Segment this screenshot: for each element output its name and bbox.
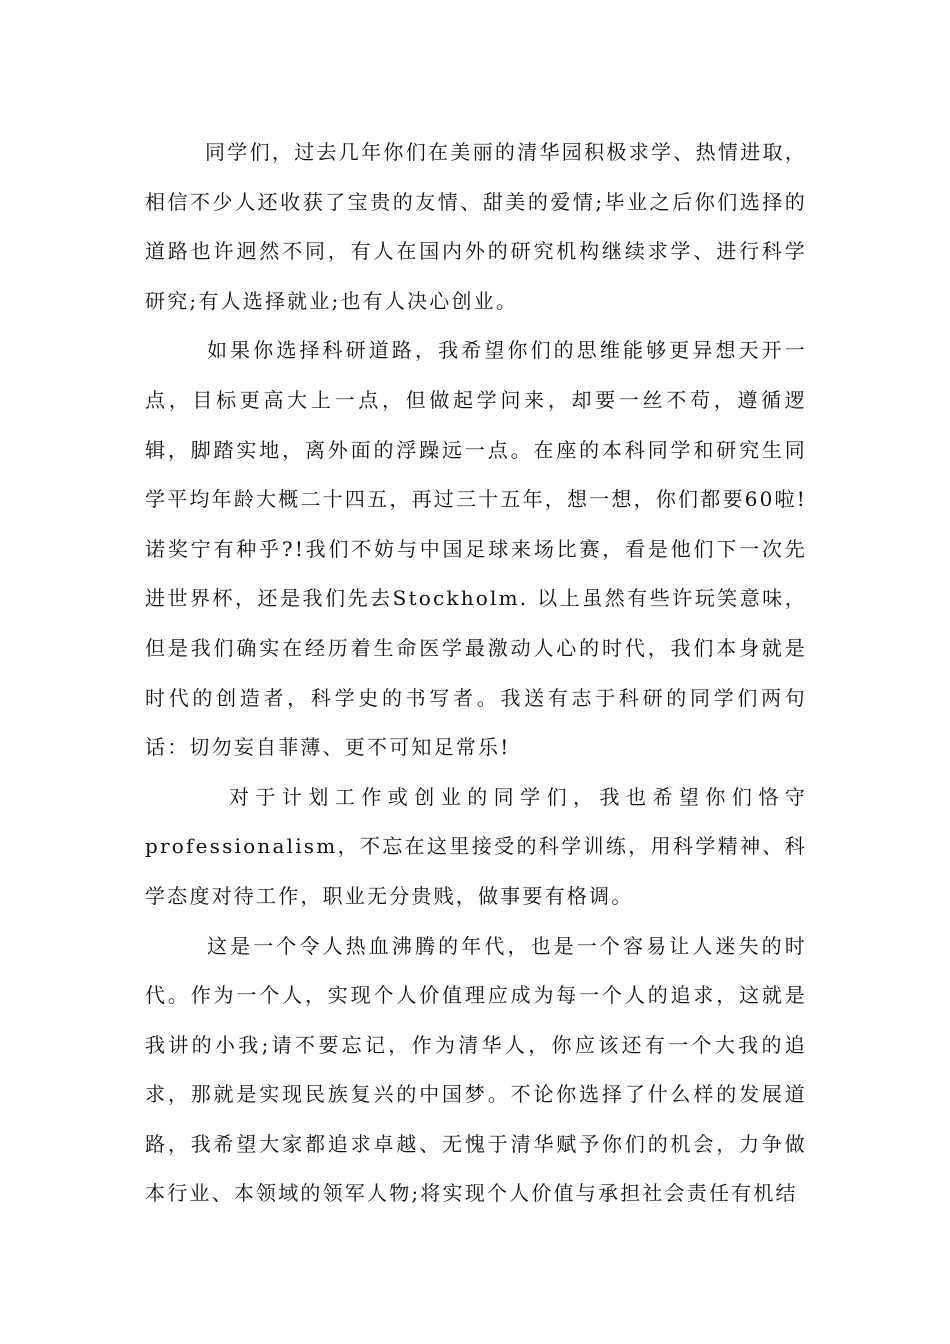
document-body [145,128,807,1219]
paragraph-1: 同学们，过去几年你们在美丽的清华园积极求学、热情进取，相信不少人还收获了宝贵的友情、甜美的爱情;毕业之后你们选择的道路也许迥然不同，有人在国内外的研究机构继续求学、进行科学研究;有人选择就业;也有人决心创业。 [145,140,807,313]
paragraph-3: 对于计划工作或创业的同学们，我也希望你们恪守professionalism，不忘在这里接受的科学训练，用科学精神、科学态度对待工作，职业无分贵贱，做事要有格调。 [145,784,807,908]
paragraph-2: 如果你选择科研道路，我希望你们的思维能够更异想天开一点，目标更高大上一点，但做起学问来，却要一丝不苟，遵循逻辑，脚踏实地，离外面的浮躁远一点。在座的本科同学和研究生同学平均年龄大概二十四五，再过三十五年，想一想，你们都要60啦!诺奖宁有种乎?!我们不妨与中国足球来场比赛，看是他们下一次先进世界杯，还是我们先去Stockholm. 以上虽然有些许玩笑意味，但是我们确实在经历着生命医学最激动人心的时代，我们本身就是时代的创造者，科学史的书写者。我送有志于科研的同学们两句话：切勿妄自菲薄、更不可知足常乐! [145,338,807,760]
paragraph-4: 这是一个令人热血沸腾的年代，也是一个容易让人迷失的时代。作为一个人，实现个人价值理应成为每一个人的追求，这就是我讲的小我;请不要忘记，作为清华人，你应该还有一个大我的追求，那就是实现民族复兴的中国梦。不论你选择了什么样的发展道路，我希望大家都追求卓越、无愧于清华赋予你们的机会，力争做本行业、本领域的领军人物;将实现个人价值与承担社会责任有机结 [145,933,807,1206]
